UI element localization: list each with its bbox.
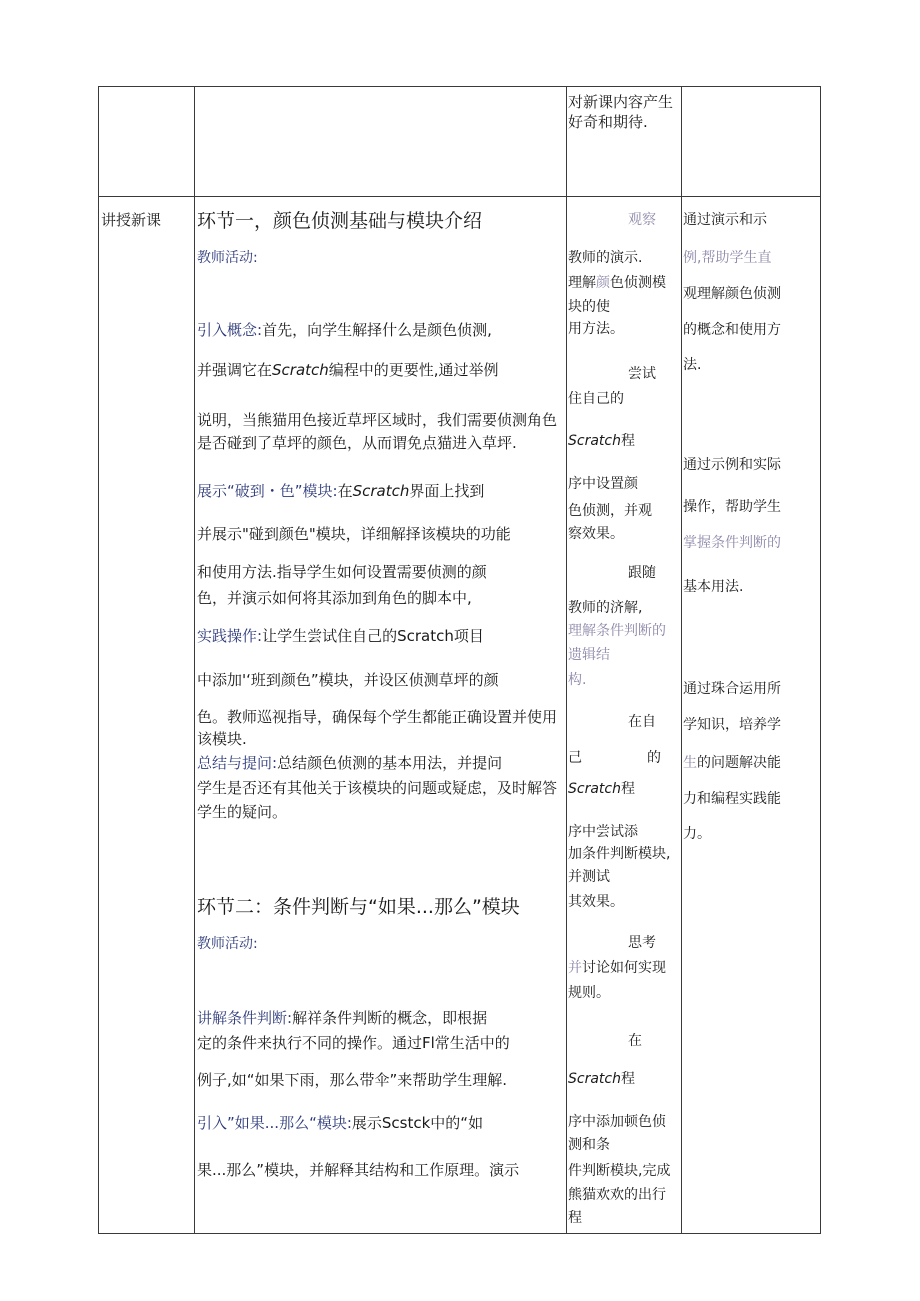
table-col-divider-2 bbox=[566, 86, 567, 1234]
paragraph-line: 并展示"碰到颜色"模块，详细解择该模块的功能 bbox=[197, 525, 511, 543]
table-border-bottom bbox=[98, 1233, 821, 1234]
paragraph-line: 果...那么”模块，并解释其结构和工作原理。演示 bbox=[197, 1161, 520, 1179]
paragraph-line: 中添加'‘班到颜色”模块，并设区侦测草坪的颜 bbox=[197, 671, 499, 689]
student-text: 在 bbox=[628, 1033, 642, 1049]
student-text: 察效果。 bbox=[568, 526, 624, 542]
student-text: 熊猫欢欢的出行 bbox=[568, 1187, 666, 1203]
student-text: 在自 bbox=[628, 714, 656, 730]
section-label: 讲授新课 bbox=[101, 211, 162, 229]
intent-text: 通过珠合运用所 bbox=[683, 681, 781, 697]
student-text: 序中尝试添 bbox=[568, 824, 638, 840]
student-text: 测和条 bbox=[568, 1137, 610, 1153]
intent-text: 例,帮助学生直 bbox=[683, 250, 772, 266]
paragraph-line: 说明，当熊猫用色接近草坪区域时，我们需要侦测角色 bbox=[197, 411, 558, 429]
student-text: 尝试 bbox=[628, 366, 656, 382]
section-heading-2: 环节二：条件判断与“如果...那么”模块 bbox=[197, 896, 520, 918]
student-text: Scratch程 bbox=[568, 433, 635, 449]
paragraph-line: 学生是否还有其他关于该模块的问题或疑虑，及时解答 bbox=[197, 779, 558, 797]
table-border-right bbox=[820, 86, 821, 1234]
intent-text: 操作，帮助学生 bbox=[683, 499, 781, 515]
student-text: 块的使 bbox=[568, 299, 610, 315]
paragraph-summary: 总结与提问:总结颜色侦测的基本用法，并提问 bbox=[197, 754, 503, 772]
table-border-left bbox=[98, 86, 99, 1234]
teacher-activity-label: 教师活动: bbox=[197, 250, 258, 266]
student-text: 教师的演示. bbox=[568, 250, 643, 266]
intent-text: 力。 bbox=[683, 826, 711, 842]
student-text: 思考 bbox=[628, 935, 656, 951]
paragraph-line: 例子,如“如果下雨，那么带伞”来帮助学生理解. bbox=[197, 1071, 508, 1089]
student-text: 序中设置颜 bbox=[568, 476, 638, 492]
paragraph-intro-concept: 引入概念:首先，向学生解择什么是颜色侦测, bbox=[197, 321, 492, 339]
teacher-activity-label: 教师活动: bbox=[197, 936, 258, 952]
student-text: 用方法。 bbox=[568, 321, 624, 337]
student-text: 规则。 bbox=[568, 985, 610, 1001]
student-text: 教师的济解, bbox=[568, 600, 643, 616]
student-text: 跟随 bbox=[628, 565, 656, 581]
student-text: 并讨论如何实现 bbox=[568, 960, 666, 976]
intent-text: 学知识，培养学 bbox=[683, 717, 781, 733]
student-text: 住自己的 bbox=[568, 391, 624, 407]
student-text: 加条件判断模块, bbox=[568, 846, 671, 862]
student-text: 理解条件判断的 bbox=[568, 623, 666, 639]
paragraph-line: 定的条件来执行不同的操作。通过Fl常生活中的 bbox=[197, 1034, 510, 1052]
paragraph-line: 该模块. bbox=[197, 730, 247, 748]
intent-text: 通过演示和示 bbox=[683, 212, 767, 228]
intent-text: 基本用法. bbox=[683, 579, 744, 595]
table-col-divider-1 bbox=[194, 86, 195, 1234]
student-text: 序中添加顿色侦 bbox=[568, 1114, 666, 1130]
student-text: 己 bbox=[568, 750, 582, 766]
paragraph-line: 色。教师巡视指导，确保每个学生都能正确设置并使用 bbox=[197, 708, 558, 726]
intent-text: 通过示例和实际 bbox=[683, 457, 781, 473]
intent-text: 掌握条件判断的 bbox=[683, 535, 781, 551]
paragraph-line: 和使用方法.指导学生如何设置需要侦测的颜 bbox=[197, 563, 487, 581]
student-text: 其效果。 bbox=[568, 894, 624, 910]
table-border-top bbox=[98, 86, 821, 87]
intent-text: 法. bbox=[683, 357, 702, 373]
paragraph-line: 学生的疑问。 bbox=[197, 803, 288, 821]
section-heading-1: 环节一，颜色侦测基础与模块介绍 bbox=[197, 210, 483, 232]
paragraph-show-module: 展示“破到・色”模块:在Scratch界面上找到 bbox=[197, 482, 485, 500]
student-text: 色侦测，并观 bbox=[568, 503, 652, 519]
intent-text: 生的问题解决能 bbox=[683, 755, 781, 771]
student-text: 遗辑结 bbox=[568, 647, 610, 663]
paragraph-line: 并强调它在Scratch编程中的更要性,通过举例 bbox=[197, 361, 499, 379]
table-col-divider-3 bbox=[681, 86, 682, 1234]
paragraph-practice: 实践操作:让学生尝试住自己的Scratch项目 bbox=[197, 627, 484, 645]
table-row-divider bbox=[98, 196, 821, 197]
paragraph-line: 是否碰到了草坪的颜色，从而谓免点猫进入草坪. bbox=[197, 434, 517, 452]
student-text: Scratch程 bbox=[568, 781, 635, 797]
paragraph-if-then: 引入”如果...那么“模块:展示Scstck中的“如 bbox=[197, 1114, 484, 1132]
paragraph-line: 色，并演示如何将其添加到角色的脚本中, bbox=[197, 589, 472, 607]
student-text: 的 bbox=[647, 750, 661, 766]
student-text: 观察 bbox=[628, 212, 656, 228]
student-text: 构. bbox=[568, 672, 587, 688]
student-text: Scratch程 bbox=[568, 1071, 635, 1087]
intent-text: 观理解颜色侦测 bbox=[683, 286, 781, 302]
student-text: 程 bbox=[568, 1210, 582, 1226]
student-text: 件判断模块,完成 bbox=[568, 1163, 671, 1179]
intent-text: 的概念和使用方 bbox=[683, 322, 781, 338]
student-text: 理解颜色侦测模 bbox=[568, 275, 666, 291]
student-text: 并测试 bbox=[568, 869, 610, 885]
paragraph-condition: 讲解条件判断:解祥条件判断的概念，即根据 bbox=[197, 1009, 488, 1027]
intent-text: 力和编程实践能 bbox=[683, 791, 781, 807]
row1-student-text: 对新课内容产生 好奇和期待. bbox=[568, 93, 674, 131]
